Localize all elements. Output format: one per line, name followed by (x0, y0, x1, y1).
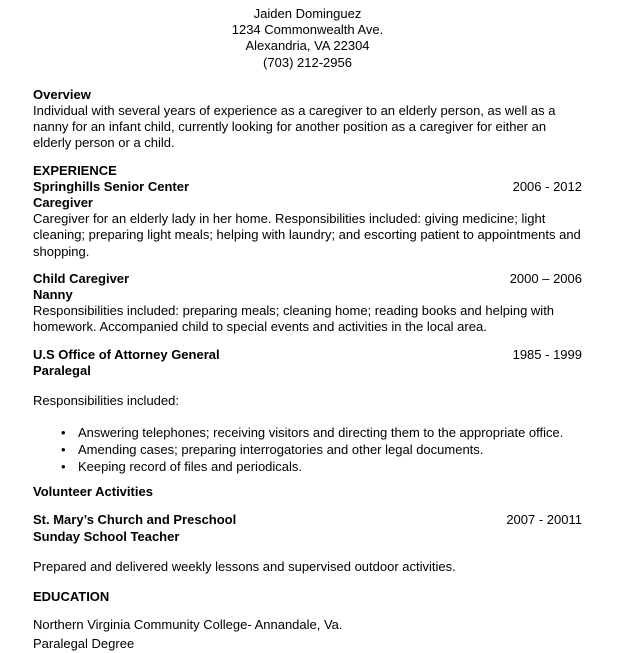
education-school: Northern Virginia Community College- Annandale, Va. (33, 617, 343, 633)
job-title: Paralegal (33, 362, 91, 378)
overview-text: Individual with several years of experience as a caregiver to an elderly person, as well as a nanny for an infant child, currently looking for another position as a caregiver for either an elderly person or a child. (33, 103, 556, 151)
responsibility-item: • Keeping record of files and periodicals. (33, 458, 582, 475)
contact-name: Jaiden Dominguez (253, 6, 362, 21)
responsibilities-list (33, 424, 582, 475)
responsibility-item: • Amending cases; preparing interrogatories and other legal documents. (33, 441, 582, 458)
job-header-row (33, 512, 582, 528)
volunteer-organization: St. Mary’s Church and Preschool (33, 512, 237, 528)
job-entry-attorney-general (33, 347, 582, 476)
job-description: Responsibilities included: preparing meals; cleaning home; reading books and helping with homework. Accompanied child to special events and activities in the local area. (33, 303, 555, 335)
responsibility-item: • Answering telephones; receiving visitors and directing them to the appropriate office. (33, 424, 582, 441)
job-organization: U.S Office of Attorney General (33, 346, 220, 362)
job-dates: 2006 - 2012 (512, 178, 582, 194)
experience-heading: EXPERIENCE (33, 162, 117, 178)
education-section (33, 589, 582, 653)
overview-heading: Overview (33, 86, 91, 102)
job-organization: Springhills Senior Center (33, 178, 190, 194)
contact-address: 1234 Commonwealth Ave. (231, 22, 384, 38)
job-header-row (33, 179, 582, 195)
contact-phone: (703) 212-2956 (263, 54, 352, 70)
job-dates: 1985 - 1999 (512, 346, 582, 362)
overview-section (33, 87, 582, 152)
volunteer-heading: Volunteer Activities (33, 484, 153, 500)
experience-section (33, 163, 582, 476)
education-degree: Paralegal Degree (33, 635, 135, 651)
job-dates: 2000 – 2006 (509, 270, 582, 286)
job-description: Caregiver for an elderly lady in her home. Responsibilities included: giving medicine; light cleaning; preparing light meals; helping with laundry; and escorting patient to appointments and shopping. (33, 211, 581, 259)
contact-header (33, 6, 582, 71)
responsibilities-label: Responsibilities included: (33, 393, 179, 409)
job-entry-springhills (33, 179, 582, 260)
job-title: Nanny (33, 287, 73, 303)
volunteer-entry (33, 512, 582, 575)
job-organization: Child Caregiver (33, 270, 130, 286)
education-heading: EDUCATION (33, 589, 110, 605)
volunteer-description: Prepared and delivered weekly lessons and supervised outdoor activities. (33, 558, 456, 574)
job-entry-child-caregiver (33, 271, 582, 336)
contact-city-state-zip: Alexandria, VA 22304 (245, 38, 370, 54)
volunteer-section (33, 484, 582, 575)
education-entry (33, 616, 582, 653)
job-header-row (33, 271, 582, 287)
job-header-row (33, 347, 582, 363)
volunteer-dates: 2007 - 20011 (506, 512, 582, 528)
job-title: Caregiver (33, 195, 93, 211)
volunteer-title: Sunday School Teacher (33, 528, 180, 544)
